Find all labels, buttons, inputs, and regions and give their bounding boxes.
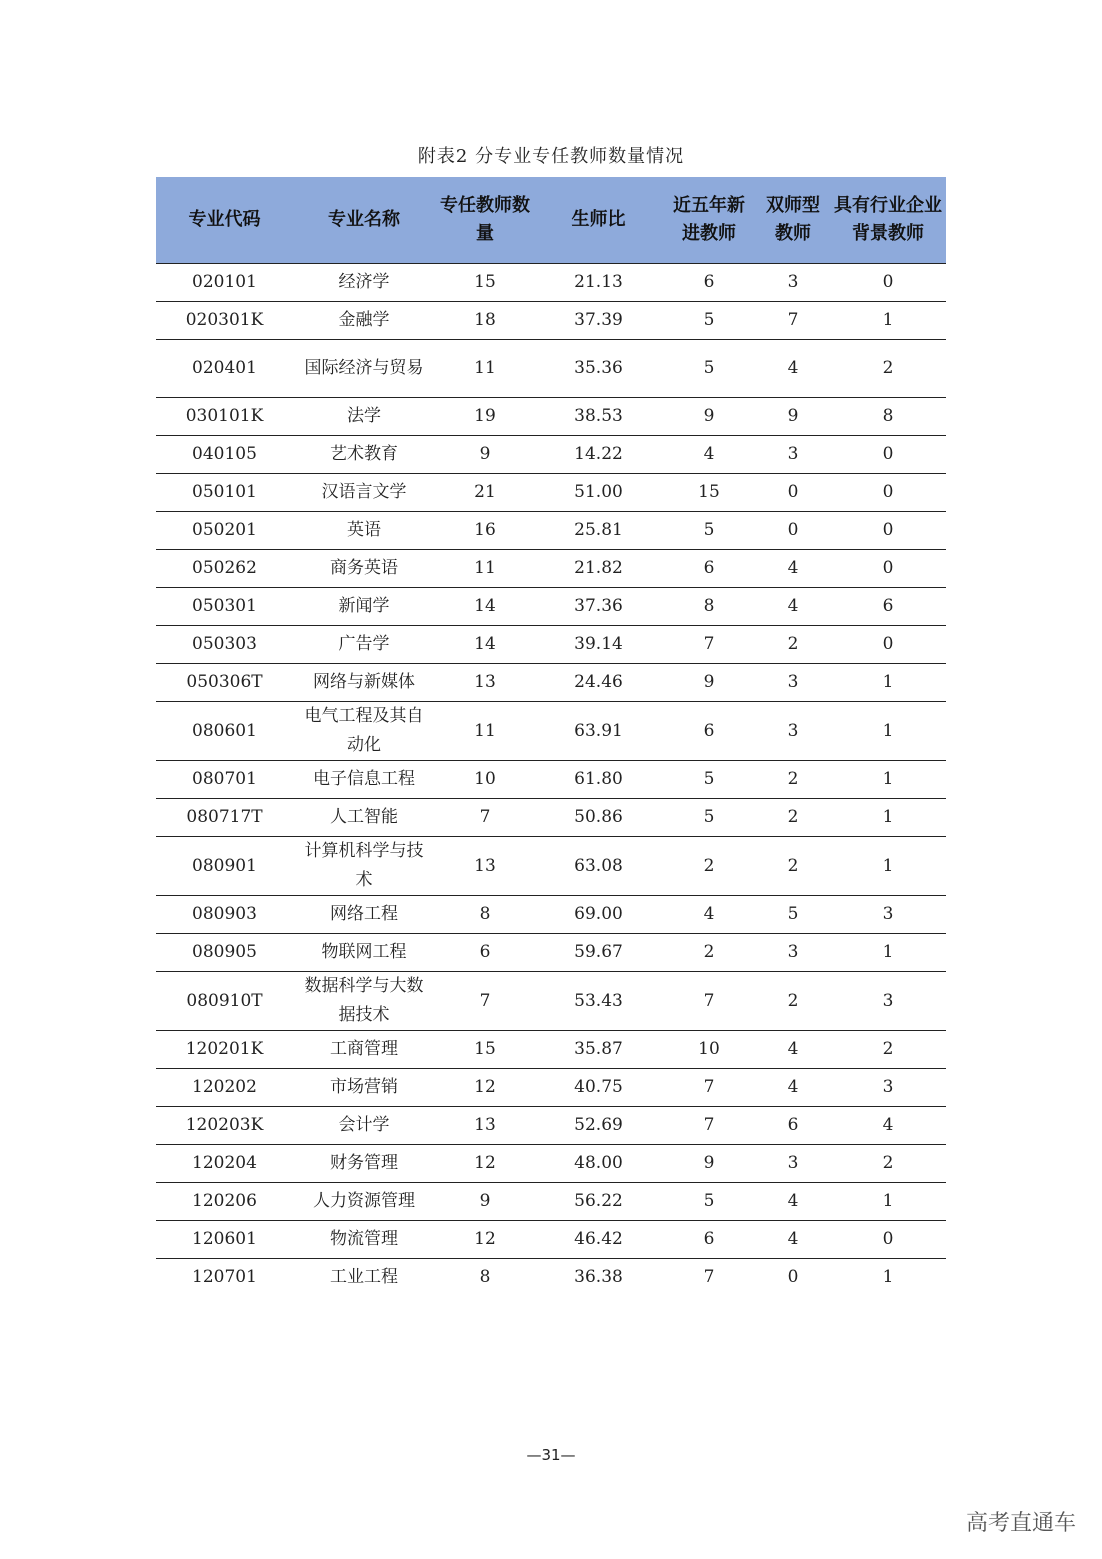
table-cell: 8 <box>830 398 946 436</box>
table-cell: 4 <box>756 588 830 626</box>
table-cell: 艺术教育 <box>293 436 435 474</box>
table-cell: 40.75 <box>535 1069 662 1107</box>
table-cell: 电子信息工程 <box>293 761 435 799</box>
table-cell: 物联网工程 <box>293 934 435 972</box>
table-cell: 4 <box>756 550 830 588</box>
table-cell: 4 <box>662 896 756 934</box>
table-cell: 0 <box>787 1267 799 1287</box>
table-cell: 020401 <box>156 340 293 398</box>
table-cell: 0 <box>830 436 946 474</box>
table-cell: 5 <box>662 1183 756 1221</box>
table-cell: 0 <box>830 1221 946 1259</box>
header-row <box>156 177 946 264</box>
table-cell: 1 <box>830 664 946 702</box>
table-cell: 10 <box>662 1031 756 1069</box>
table-cell: 120206 <box>156 1183 293 1221</box>
table-cell: 21 <box>435 474 535 512</box>
table-cell: 7 <box>703 1267 715 1287</box>
table-cell: 7 <box>662 972 756 1031</box>
table-cell: 6 <box>662 702 756 761</box>
table-row <box>156 588 946 626</box>
table-cell: 13 <box>435 837 535 896</box>
table-cell: 080717T <box>156 799 293 837</box>
table-cell: 0 <box>830 550 946 588</box>
table-row <box>156 1221 946 1259</box>
table-row <box>156 934 946 972</box>
table-row <box>156 474 946 512</box>
table-cell: 2 <box>756 799 830 837</box>
table-cell: 11 <box>435 340 535 398</box>
table-cell: 120204 <box>156 1145 293 1183</box>
table-cell: 1 <box>830 837 946 896</box>
table-cell: 53.43 <box>535 972 662 1031</box>
table-cell: 3 <box>756 436 830 474</box>
table-cell: 法学 <box>293 398 435 436</box>
table-cell: 4 <box>756 1221 830 1259</box>
table-cell: 120203K <box>156 1107 293 1145</box>
table-cell: 080601 <box>156 702 293 761</box>
table-cell: 9 <box>662 664 756 702</box>
table-cell: 7 <box>662 626 756 664</box>
table-cell: 36.38 <box>574 1267 623 1287</box>
table-cell: 广告学 <box>293 626 435 664</box>
table-cell: 国际经济与贸易 <box>293 340 435 398</box>
table-row <box>156 761 946 799</box>
table-cell: 0 <box>830 264 946 302</box>
table-cell: 19 <box>435 398 535 436</box>
table-cell: 人工智能 <box>293 799 435 837</box>
table-cell: 37.36 <box>535 588 662 626</box>
table-cell: 15 <box>435 1031 535 1069</box>
table-cell: 21.13 <box>535 264 662 302</box>
teacher-count-table <box>156 177 946 1296</box>
table-cell: 7 <box>662 1069 756 1107</box>
table-cell: 12 <box>435 1221 535 1259</box>
table-row <box>156 264 946 302</box>
table-cell: 11 <box>435 702 535 761</box>
table-cell: 38.53 <box>535 398 662 436</box>
table-cell: 计算机科学与技术 <box>293 837 435 896</box>
table-cell: 12 <box>435 1145 535 1183</box>
table-cell: 3 <box>830 1069 946 1107</box>
watermark: 高考直通车 <box>966 1511 1077 1536</box>
table-cell: 39.14 <box>535 626 662 664</box>
table-cell: 5 <box>662 340 756 398</box>
table-cell: 080701 <box>156 761 293 799</box>
table-cell: 46.42 <box>535 1221 662 1259</box>
table-cell: 1 <box>882 1267 894 1287</box>
table-cell: 会计学 <box>293 1107 435 1145</box>
table-cell: 2 <box>830 1145 946 1183</box>
table-cell: 2 <box>830 340 946 398</box>
table-cell: 050306T <box>156 664 293 702</box>
table-cell: 050303 <box>156 626 293 664</box>
table-cell: 9 <box>662 1145 756 1183</box>
table-cell: 工商管理 <box>293 1031 435 1069</box>
table-cell: 63.91 <box>535 702 662 761</box>
table-cell: 9 <box>435 1183 535 1221</box>
table-cell: 网络与新媒体 <box>293 664 435 702</box>
table-row <box>156 512 946 550</box>
table-cell: 网络工程 <box>293 896 435 934</box>
table-cell: 2 <box>756 626 830 664</box>
table-cell: 14.22 <box>535 436 662 474</box>
table-cell: 040105 <box>156 436 293 474</box>
table-cell: 汉语言文学 <box>293 474 435 512</box>
table-cell: 12 <box>435 1069 535 1107</box>
header-cell: 近五年新进教师 <box>662 177 756 264</box>
table-cell: 050101 <box>156 474 293 512</box>
table-row <box>156 1069 946 1107</box>
page-number: —31— <box>526 1446 576 1464</box>
table-cell: 56.22 <box>535 1183 662 1221</box>
table-cell: 35.87 <box>535 1031 662 1069</box>
table-row <box>156 340 946 398</box>
table-cell: 1 <box>830 761 946 799</box>
table-cell: 4 <box>830 1107 946 1145</box>
table-cell: 2 <box>662 837 756 896</box>
table-cell: 080910T <box>156 972 293 1031</box>
table-cell: 48.00 <box>535 1145 662 1183</box>
table-cell: 6 <box>435 934 535 972</box>
table-cell: 080901 <box>156 837 293 896</box>
table-cell: 59.67 <box>535 934 662 972</box>
table-cell: 050301 <box>156 588 293 626</box>
table-row <box>156 972 946 1031</box>
table-cell: 3 <box>756 934 830 972</box>
table-cell: 18 <box>435 302 535 340</box>
table-cell: 3 <box>830 972 946 1031</box>
table-cell: 13 <box>435 664 535 702</box>
table-cell: 4 <box>756 340 830 398</box>
table-cell: 6 <box>662 1221 756 1259</box>
table-cell: 0 <box>830 626 946 664</box>
table-cell: 1 <box>830 302 946 340</box>
table-cell: 8 <box>662 588 756 626</box>
table-cell: 030101K <box>156 398 293 436</box>
table-cell: 数据科学与大数据技术 <box>293 972 435 1031</box>
table-row <box>156 664 946 702</box>
table-cell: 1 <box>830 934 946 972</box>
table-cell: 电气工程及其自动化 <box>293 702 435 761</box>
table-cell: 25.81 <box>535 512 662 550</box>
table-cell: 14 <box>435 626 535 664</box>
table-cell: 0 <box>756 512 830 550</box>
table-cell: 2 <box>756 972 830 1031</box>
table-cell: 050262 <box>156 550 293 588</box>
table-cell: 金融学 <box>293 302 435 340</box>
table-cell: 3 <box>830 896 946 934</box>
table-cell: 52.69 <box>535 1107 662 1145</box>
table-cell: 37.39 <box>535 302 662 340</box>
table-row <box>156 436 946 474</box>
header-cell: 生师比 <box>535 177 662 264</box>
table-cell: 市场营销 <box>293 1069 435 1107</box>
table-row <box>156 550 946 588</box>
table-cell: 8 <box>479 1267 491 1287</box>
table-cell: 7 <box>662 1107 756 1145</box>
header-cell: 专业代码 <box>156 177 293 264</box>
table-row <box>156 1031 946 1069</box>
table-cell: 6 <box>756 1107 830 1145</box>
table-cell: 经济学 <box>293 264 435 302</box>
table-cell: 7 <box>435 799 535 837</box>
header-cell: 专任教师数量 <box>435 177 535 264</box>
table-cell: 63.08 <box>535 837 662 896</box>
table-cell: 13 <box>435 1107 535 1145</box>
table-cell: 2 <box>756 761 830 799</box>
table-row <box>156 302 946 340</box>
table-cell: 21.82 <box>535 550 662 588</box>
table-row <box>156 837 946 896</box>
table-cell: 9 <box>756 398 830 436</box>
table-cell: 财务管理 <box>293 1145 435 1183</box>
table-cell: 2 <box>830 1031 946 1069</box>
table-cell: 8 <box>435 896 535 934</box>
table-cell: 3 <box>756 264 830 302</box>
table-cell: 3 <box>756 664 830 702</box>
table-cell: 物流管理 <box>293 1221 435 1259</box>
table-cell: 0 <box>830 512 946 550</box>
table-cell: 2 <box>756 837 830 896</box>
table-row <box>156 398 946 436</box>
table-row <box>156 896 946 934</box>
table-cell: 5 <box>662 512 756 550</box>
table-caption: 附表2 分专业专任教师数量情况 <box>417 146 685 167</box>
table-cell: 6 <box>662 264 756 302</box>
table-cell: 080903 <box>156 896 293 934</box>
table-cell: 69.00 <box>535 896 662 934</box>
table-cell: 2 <box>662 934 756 972</box>
table-cell: 35.36 <box>535 340 662 398</box>
table-cell: 6 <box>662 550 756 588</box>
table-cell: 英语 <box>293 512 435 550</box>
table-cell: 080905 <box>156 934 293 972</box>
table-cell: 9 <box>662 398 756 436</box>
table-row <box>156 799 946 837</box>
table-cell: 5 <box>756 896 830 934</box>
table-cell: 商务英语 <box>293 550 435 588</box>
table-row <box>156 702 946 761</box>
table-cell: 120201K <box>156 1031 293 1069</box>
table-cell: 4 <box>756 1069 830 1107</box>
table-cell: 16 <box>435 512 535 550</box>
table-cell: 0 <box>830 474 946 512</box>
header-cell: 专业名称 <box>293 177 435 264</box>
table-body <box>156 264 946 1297</box>
table-cell: 14 <box>435 588 535 626</box>
table-cell: 4 <box>662 436 756 474</box>
table-cell: 3 <box>756 702 830 761</box>
table-cell: 3 <box>756 1145 830 1183</box>
table-cell: 1 <box>830 1183 946 1221</box>
table-cell: 6 <box>830 588 946 626</box>
table-cell: 人力资源管理 <box>293 1183 435 1221</box>
table-row <box>156 1183 946 1221</box>
table-cell: 15 <box>435 264 535 302</box>
table-row <box>156 1259 946 1297</box>
table-cell: 50.86 <box>535 799 662 837</box>
table-cell: 24.46 <box>535 664 662 702</box>
table-cell: 120701 <box>192 1267 257 1287</box>
table-cell: 0 <box>756 474 830 512</box>
table-cell: 050201 <box>156 512 293 550</box>
header-cell: 具有行业企业背景教师 <box>830 177 946 264</box>
table-cell: 120601 <box>156 1221 293 1259</box>
table-row <box>156 1107 946 1145</box>
header-cell: 双师型教师 <box>756 177 830 264</box>
table-cell: 工业工程 <box>330 1267 398 1287</box>
table-cell: 10 <box>435 761 535 799</box>
table-cell: 4 <box>756 1183 830 1221</box>
table-cell: 新闻学 <box>293 588 435 626</box>
table-cell: 4 <box>756 1031 830 1069</box>
table-cell: 020101 <box>156 264 293 302</box>
table-cell: 020301K <box>156 302 293 340</box>
table-cell: 5 <box>662 302 756 340</box>
table-cell: 120202 <box>156 1069 293 1107</box>
table-cell: 61.80 <box>535 761 662 799</box>
table-cell: 5 <box>662 761 756 799</box>
table-cell: 7 <box>435 972 535 1031</box>
table-cell: 15 <box>662 474 756 512</box>
table-cell: 7 <box>756 302 830 340</box>
table-row <box>156 626 946 664</box>
table-row <box>156 1145 946 1183</box>
table-cell: 51.00 <box>535 474 662 512</box>
table-cell: 1 <box>830 702 946 761</box>
table-cell: 11 <box>435 550 535 588</box>
table-cell: 5 <box>662 799 756 837</box>
table-cell: 1 <box>830 799 946 837</box>
table-cell: 9 <box>435 436 535 474</box>
